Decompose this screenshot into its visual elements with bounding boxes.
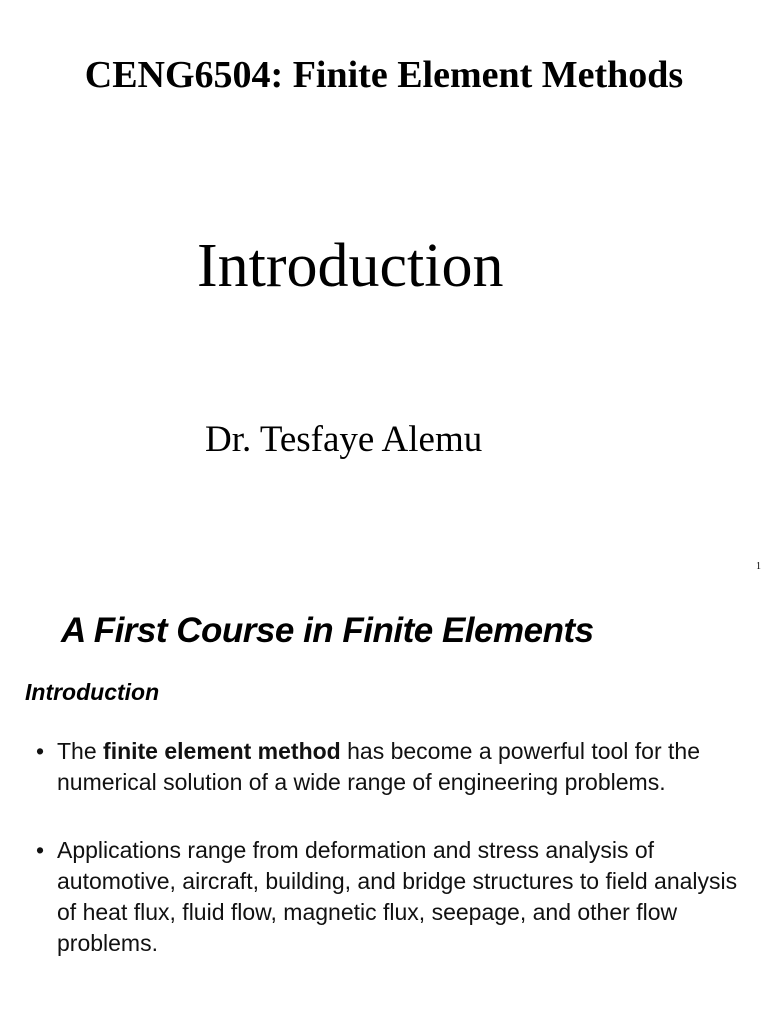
bullet-text: Applications range from deformation and stress analysis of automotive, aircraft, building, and bridge structures to field analysis of heat flux, fluid flow, magnetic flux, seepage, and other flow problems. bbox=[57, 837, 738, 956]
bullet-list bbox=[0, 736, 768, 996]
lecture-title: Introduction bbox=[197, 232, 504, 300]
bullet-text-end: has become a powerful tool for the numerical solution of a wide range of engineering problems. bbox=[57, 738, 700, 795]
section-heading: Introduction bbox=[25, 679, 160, 705]
bullet-icon: • bbox=[36, 837, 45, 863]
author-name: Dr. Tesfaye Alemu bbox=[205, 419, 483, 460]
course-title: CENG6504: Finite Element Methods bbox=[84, 54, 684, 96]
bullet-item bbox=[0, 736, 768, 798]
bullet-icon: • bbox=[36, 738, 45, 764]
bullet-text bbox=[57, 738, 700, 795]
content-slide bbox=[0, 590, 768, 1024]
bullet-item bbox=[0, 835, 768, 959]
page-number: 1 bbox=[756, 561, 761, 572]
book-title: A First Course in Finite Elements bbox=[61, 611, 594, 650]
bullet-emphasis: finite element method bbox=[103, 738, 341, 764]
bullet-text-start: The bbox=[57, 738, 104, 764]
